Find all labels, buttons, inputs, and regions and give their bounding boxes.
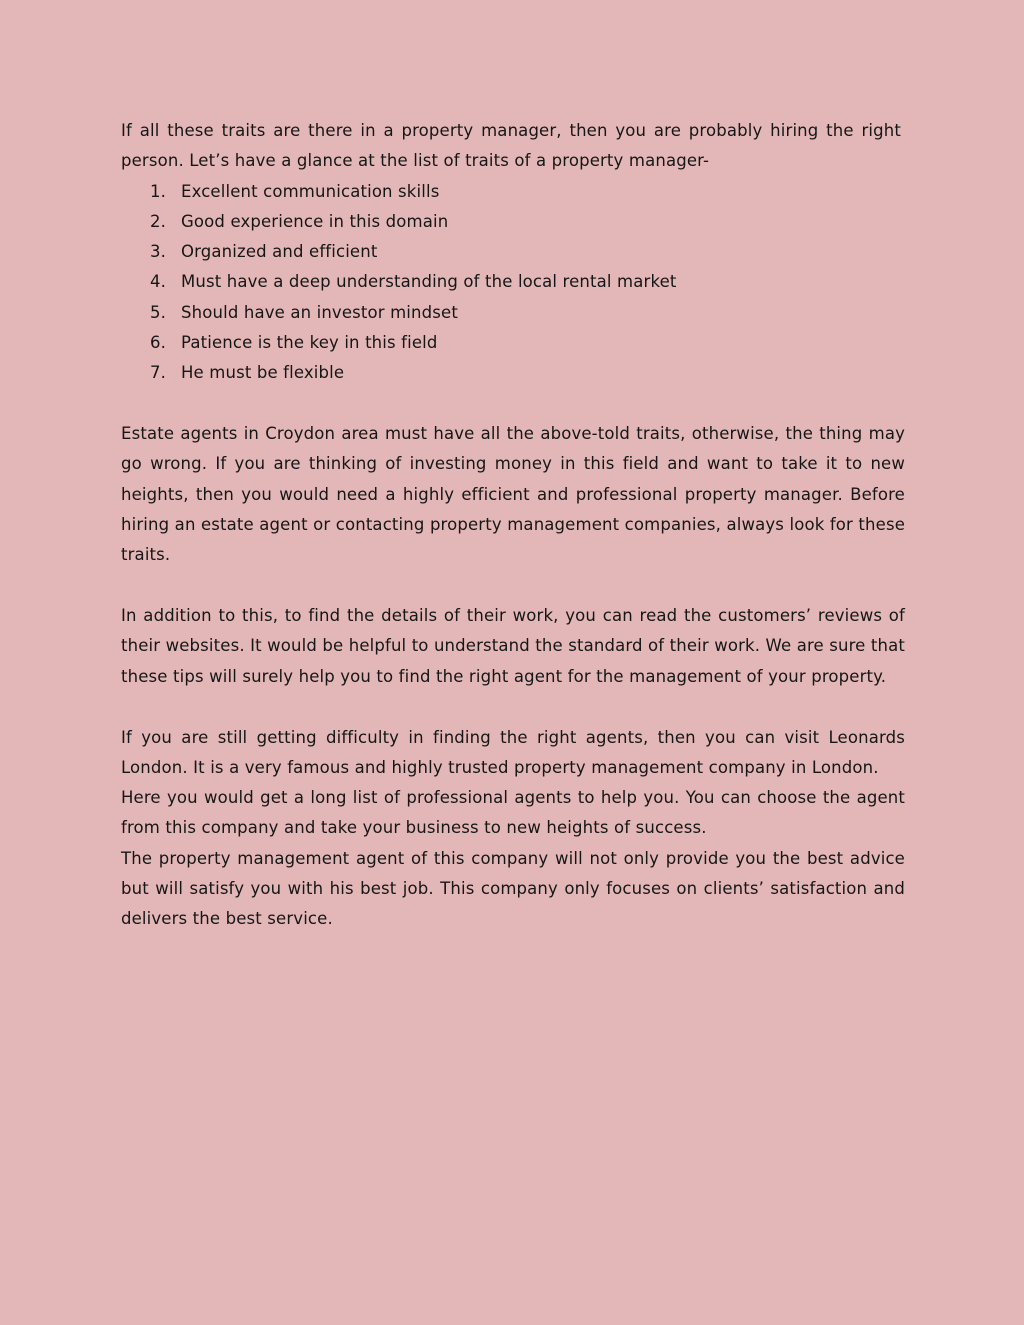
service-paragraph: The property management agent of this company will not only provide you the best advice but will satisfy you with his best job. This company only focuses on clients’ satisfaction and delivers the best service. [121,848,905,929]
intro-paragraph: If all these traits are there in a property manager, then you are probably hiring the right person. Let’s have a glance at the list of traits of a property manager- [121,121,901,171]
traits-list [121,177,905,389]
list-item-number: 7. [150,363,167,383]
list-item-text: Organized and efficient [181,242,378,262]
paragraph-spacer [121,389,905,420]
leonards-paragraph: If you are still getting difficulty in finding the right agents, then you can visit Leonards London. It is a very famous and highly trusted property management company in London. [121,727,905,777]
list-item-text: Good experience in this domain [181,211,449,231]
agents-list-paragraph: Here you would get a long list of professional agents to help you. You can choose the agent from this company and take your business to new heights of success. [121,788,905,838]
list-item [121,328,905,358]
reviews-paragraph: In addition to this, to find the details of their work, you can read the customers’ reviews of their websites. It would be helpful to understand the standard of their work. We are sure that these tips will surely help you to find the right agent for the management of your property. [121,606,905,686]
list-item [121,207,905,237]
list-item [121,358,905,388]
list-item [121,298,905,328]
list-item-number: 1. [150,181,167,201]
list-item [121,177,905,207]
list-item-text: Excellent communication skills [181,181,440,201]
list-item [121,267,905,297]
paragraph-spacer [121,692,905,723]
list-item-text: Must have a deep understanding of the local rental market [181,272,677,292]
list-item-number: 3. [150,242,167,262]
list-item [121,237,905,267]
list-item-number: 6. [150,333,167,353]
list-item-text: He must be flexible [181,363,345,383]
document-body [121,116,905,935]
list-item-number: 5. [150,302,167,322]
paragraph-spacer [121,571,905,602]
list-item-number: 2. [150,211,167,231]
estate-agents-paragraph: Estate agents in Croydon area must have all the above-told traits, otherwise, the thing may go wrong. If you are thinking of investing money in this field and want to take it to new heights, then you would need a highly efficient and professional property manager. Before hiring an estate agent or contacting property management companies, always look for these traits. [121,424,905,565]
list-item-text: Patience is the key in this field [181,333,438,353]
list-item-text: Should have an investor mindset [181,302,458,322]
list-item-number: 4. [150,272,167,292]
